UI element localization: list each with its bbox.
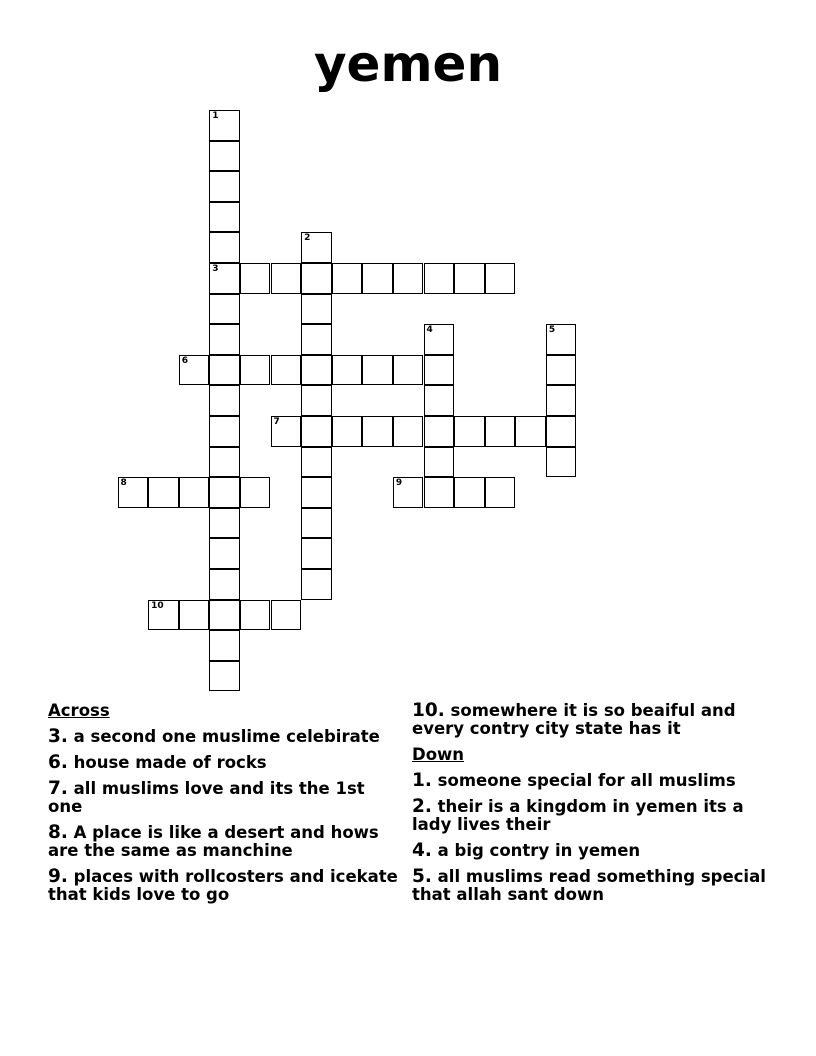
grid-cell[interactable] <box>301 477 332 508</box>
grid-cell[interactable] <box>301 569 332 600</box>
clue-across-3 <box>48 728 404 746</box>
grid-cell[interactable] <box>301 263 332 294</box>
clue-text: a second one muslime celebirate <box>73 727 380 746</box>
clue-across-8 <box>48 824 404 860</box>
clue-across-9 <box>48 868 404 904</box>
clue-down-4 <box>412 842 768 860</box>
clue-text: someone special for all muslims <box>437 771 736 790</box>
cell-number: 10 <box>151 600 164 611</box>
grid-cell[interactable] <box>179 355 210 386</box>
grid-cell[interactable] <box>209 232 240 263</box>
grid-cell[interactable] <box>209 171 240 202</box>
grid-cell[interactable] <box>240 477 271 508</box>
grid-cell[interactable] <box>332 355 363 386</box>
cell-number: 2 <box>304 233 311 244</box>
grid-cell[interactable] <box>546 416 577 447</box>
grid-cell[interactable] <box>301 508 332 539</box>
grid-cell[interactable] <box>301 355 332 386</box>
cell-number: 9 <box>395 478 403 489</box>
grid-cell[interactable] <box>240 263 271 294</box>
grid-cell[interactable] <box>332 263 363 294</box>
clue-number: 10. <box>412 700 445 721</box>
puzzle-title: yemen <box>313 35 503 93</box>
grid-cell[interactable] <box>240 600 271 631</box>
clue-down-5 <box>412 868 768 904</box>
grid-cell[interactable] <box>209 416 240 447</box>
grid-cell[interactable] <box>118 477 149 508</box>
grid-cell[interactable] <box>271 600 302 631</box>
grid-cell[interactable] <box>209 141 240 172</box>
clue-text: house made of rocks <box>73 753 267 772</box>
grid-cell[interactable] <box>209 600 240 631</box>
clue-text: all muslims love and its the 1st one <box>48 779 365 816</box>
clue-number: 4. <box>412 840 432 861</box>
grid-cell[interactable] <box>362 263 393 294</box>
clue-number: 5. <box>412 866 432 887</box>
clue-number: 9. <box>48 866 68 887</box>
clue-down-2 <box>412 798 768 834</box>
grid-cell[interactable] <box>301 324 332 355</box>
cell-number: 7 <box>273 417 280 427</box>
grid-cell[interactable] <box>485 477 516 508</box>
clue-across-7 <box>48 780 404 816</box>
grid-cell[interactable] <box>209 294 240 325</box>
cell-number: 6 <box>181 355 188 366</box>
grid-cell[interactable] <box>393 477 424 508</box>
grid-cell[interactable] <box>301 385 332 416</box>
grid-cell[interactable] <box>301 232 332 263</box>
grid-cell[interactable] <box>148 600 179 631</box>
grid-cell[interactable] <box>301 294 332 325</box>
grid-cell[interactable] <box>209 324 240 355</box>
grid-cell[interactable] <box>393 416 424 447</box>
grid-cell[interactable] <box>209 385 240 416</box>
grid-cell[interactable] <box>209 477 240 508</box>
grid-cell[interactable] <box>546 355 577 386</box>
grid-cell[interactable] <box>179 600 210 631</box>
cell-number: 4 <box>426 325 433 336</box>
grid-cell[interactable] <box>485 263 516 294</box>
grid-cell[interactable] <box>424 355 455 386</box>
grid-cell[interactable] <box>271 355 302 386</box>
down-heading: Down <box>412 745 465 764</box>
grid-cell[interactable] <box>179 477 210 508</box>
clue-text: their is a kingdom in yemen its a lady lives their <box>412 797 744 834</box>
clue-number: 6. <box>48 752 68 773</box>
grid-cell[interactable] <box>209 202 240 233</box>
grid-cell[interactable] <box>209 447 240 478</box>
grid-cell[interactable] <box>454 416 485 447</box>
clue-down-1 <box>412 772 768 790</box>
clue-text: somewhere it is so beaiful and every contry city state has it <box>412 701 736 738</box>
grid-cell[interactable] <box>393 355 424 386</box>
grid-cell[interactable] <box>209 630 240 661</box>
grid-cell[interactable] <box>362 416 393 447</box>
grid-cell[interactable] <box>209 569 240 600</box>
clue-text: places with rollcosters and icekate that kids love to go <box>48 867 398 904</box>
grid-cell[interactable] <box>209 538 240 569</box>
grid-cell[interactable] <box>454 477 485 508</box>
grid-cell[interactable] <box>424 477 455 508</box>
cell-number: 5 <box>548 325 556 336</box>
grid-cell[interactable] <box>301 416 332 447</box>
clue-number: 2. <box>412 796 432 817</box>
grid-cell[interactable] <box>271 263 302 294</box>
cell-number: 1 <box>212 111 219 121</box>
clue-text: a big contry in yemen <box>437 841 641 860</box>
grid-cell[interactable] <box>424 416 455 447</box>
grid-cell[interactable] <box>271 416 302 447</box>
clue-across-6 <box>48 754 404 772</box>
clue-across-10 <box>412 702 768 738</box>
grid-cell[interactable] <box>209 263 240 294</box>
grid-cell[interactable] <box>546 385 577 416</box>
clue-text: all muslims read something special that allah sant down <box>412 867 766 904</box>
cell-number: 3 <box>212 264 219 274</box>
cell-number: 8 <box>120 478 127 489</box>
grid-cell[interactable] <box>485 416 516 447</box>
grid-cell[interactable] <box>424 324 455 355</box>
grid-cell[interactable] <box>546 447 577 478</box>
grid-cell[interactable] <box>301 538 332 569</box>
clue-number: 8. <box>48 822 68 843</box>
grid-cell[interactable] <box>209 508 240 539</box>
grid-cell[interactable] <box>424 385 455 416</box>
clue-text: A place is like a desert and hows are the same as manchine <box>48 823 379 860</box>
clue-number: 1. <box>412 770 432 791</box>
clue-number: 7. <box>48 778 68 799</box>
grid-cell[interactable] <box>362 355 393 386</box>
grid-cell[interactable] <box>546 324 577 355</box>
clue-number: 3. <box>48 726 68 747</box>
grid-cell[interactable] <box>424 263 455 294</box>
grid-cell[interactable] <box>515 416 546 447</box>
grid-cell[interactable] <box>148 477 179 508</box>
clues-left-column <box>48 702 404 912</box>
grid-cell[interactable] <box>393 263 424 294</box>
grid-cell[interactable] <box>424 447 455 478</box>
grid-cell[interactable] <box>301 447 332 478</box>
across-heading: Across <box>48 701 110 720</box>
grid-cell[interactable] <box>454 263 485 294</box>
grid-cell[interactable] <box>209 355 240 386</box>
grid-cell[interactable] <box>209 110 240 141</box>
clues-right-column <box>412 702 768 912</box>
grid-cell[interactable] <box>240 355 271 386</box>
grid-cell[interactable] <box>209 661 240 692</box>
grid-cell[interactable] <box>332 416 363 447</box>
